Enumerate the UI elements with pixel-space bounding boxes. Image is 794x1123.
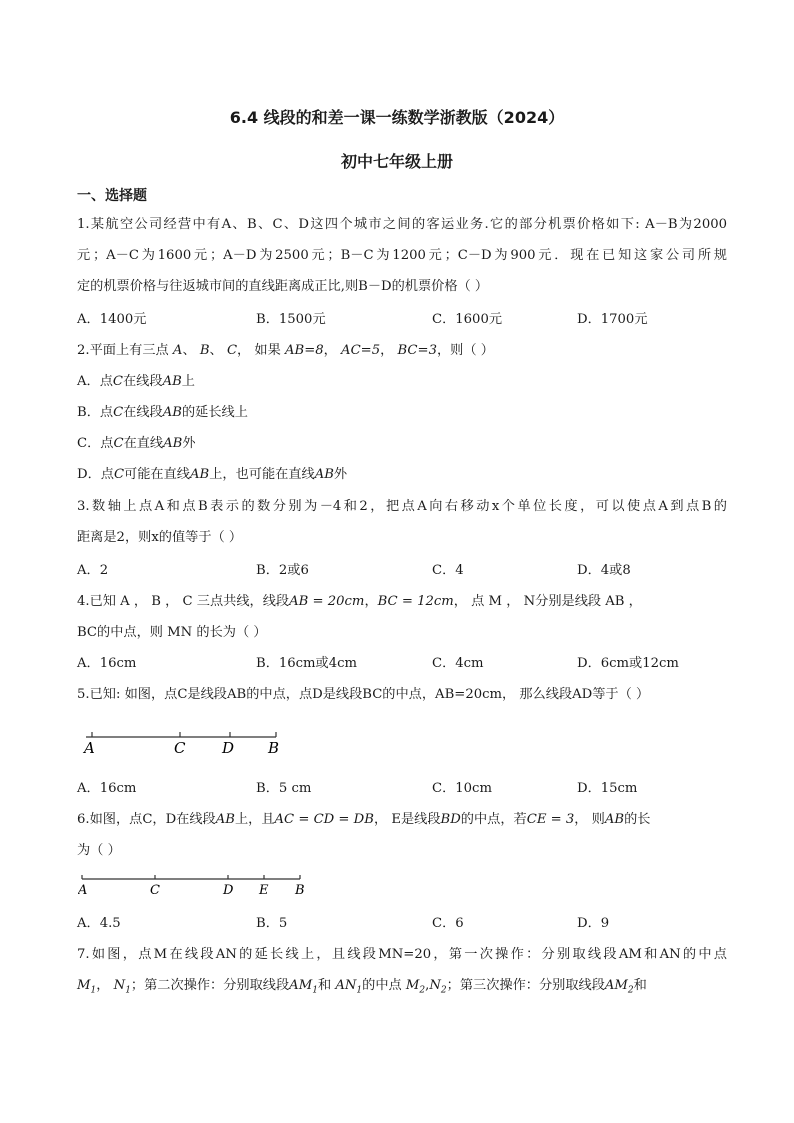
q5-line1: 5.已知: 如图，点C是线段AB的中点，点D是线段BC的中点，AB=20cm， 那么线段AD等于（ ） (77, 687, 650, 702)
q2-option-d: D．点C可能在直线AB上，也可能在直线AB外 (77, 467, 348, 482)
q5-label-c: C (174, 739, 186, 757)
q3-option-c: C．4 (432, 563, 464, 578)
q1-option-d: D．1700元 (577, 312, 648, 327)
q1-line1: 1.某航空公司经营中有A、B、C、D这四个城市之间的客运业务.它的部分机票价格如下: A－B为2000 (77, 217, 727, 232)
q6-line2: 为（ ） (77, 843, 121, 858)
q6-option-d: D．9 (577, 916, 610, 931)
q5-option-c: C．10cm (432, 781, 492, 796)
q6-option-b: B．5 (256, 916, 288, 931)
q2-option-c: C．点C在直线AB外 (77, 436, 196, 451)
q5-figure (80, 725, 290, 761)
q4-option-d: D．6cm或12cm (577, 656, 679, 671)
q1-line2: 元；A－C为1600元；A－D为2500元；B－C为1200元；C－D为900元．现在已知这家公司所规 (77, 248, 727, 263)
q6-label-a: A (78, 883, 88, 898)
q5-label-a: A (84, 739, 95, 757)
q2-option-b: B．点C在线段AB的延长线上 (77, 405, 248, 420)
q4-line2: BC的中点，则 MN 的长为（ ） (77, 625, 267, 640)
q7-line1: 7.如图，点M在线段AN的延长线上，且线段MN=20，第一次操作：分别取线段AM和AN的中点 (77, 947, 727, 962)
q4-option-c: C．4cm (432, 656, 484, 671)
q3-line2: 距离是2，则x的值等于（ ） (77, 530, 243, 545)
q6-label-b: B (295, 883, 305, 898)
q6-label-e: E (259, 883, 269, 898)
q4-line1: 4.已知 A ， B ， C 三点共线，线段AB = 20cm，BC = 12cm， 点 M ， N分别是线段 AB ， (77, 594, 642, 609)
q1-option-c: C．1600元 (432, 312, 503, 327)
q1-option-a: A．1400元 (77, 312, 147, 327)
q3-option-b: B．2或6 (256, 563, 309, 578)
q5-option-b: B．5 cm (256, 781, 312, 796)
q3-option-d: D．4或8 (577, 563, 631, 578)
section-heading: 一、选择题 (77, 188, 147, 204)
q4-option-a: A．16cm (77, 656, 137, 671)
q1-option-b: B．1500元 (256, 312, 326, 327)
q6-label-c: C (150, 883, 160, 898)
document-subtitle: 初中七年级上册 (340, 152, 453, 171)
q7-line2: $M_1$， $N_1$；第二次操作：分别取线段$AM_1$和 $AN_1$的中点 $M_2,N_2$；第三次操作：分别取线段$AM_2$和 (77, 978, 647, 996)
q6-figure (78, 870, 308, 900)
q3-line1: 3.数轴上点A和点B表示的数分别为－4和2，把点A向右移动x个单位长度，可以使点A到点B的 (77, 499, 727, 514)
q5-label-d: D (222, 739, 235, 757)
document-title: 6.4 线段的和差一课一练数学浙教版（2024） (229, 108, 565, 127)
q3-option-a: A．2 (77, 563, 109, 578)
q5-option-a: A．16cm (77, 781, 137, 796)
q6-line1: 6.如图，点C，D在线段AB上，且AC = CD = DB， E是线段BD的中点，若CE = 3， 则AB的长 (77, 812, 651, 827)
q6-label-d: D (223, 883, 234, 898)
q5-option-d: D．15cm (577, 781, 638, 796)
q5-label-b: B (268, 739, 280, 757)
q6-option-a: A．4.5 (77, 916, 121, 931)
q1-line3: 定的机票价格与往返城市间的直线距离成正比,则B－D的机票价格（ ） (77, 279, 489, 294)
q2-stem: 2.平面上有三点 A、 B、 C， 如果 AB=8， AC=5， BC=3，则（ ） (77, 343, 494, 358)
q6-option-c: C．6 (432, 916, 464, 931)
q4-option-b: B．16cm或4cm (256, 656, 358, 671)
q2-option-a: A．点C在线段AB上 (77, 374, 195, 389)
